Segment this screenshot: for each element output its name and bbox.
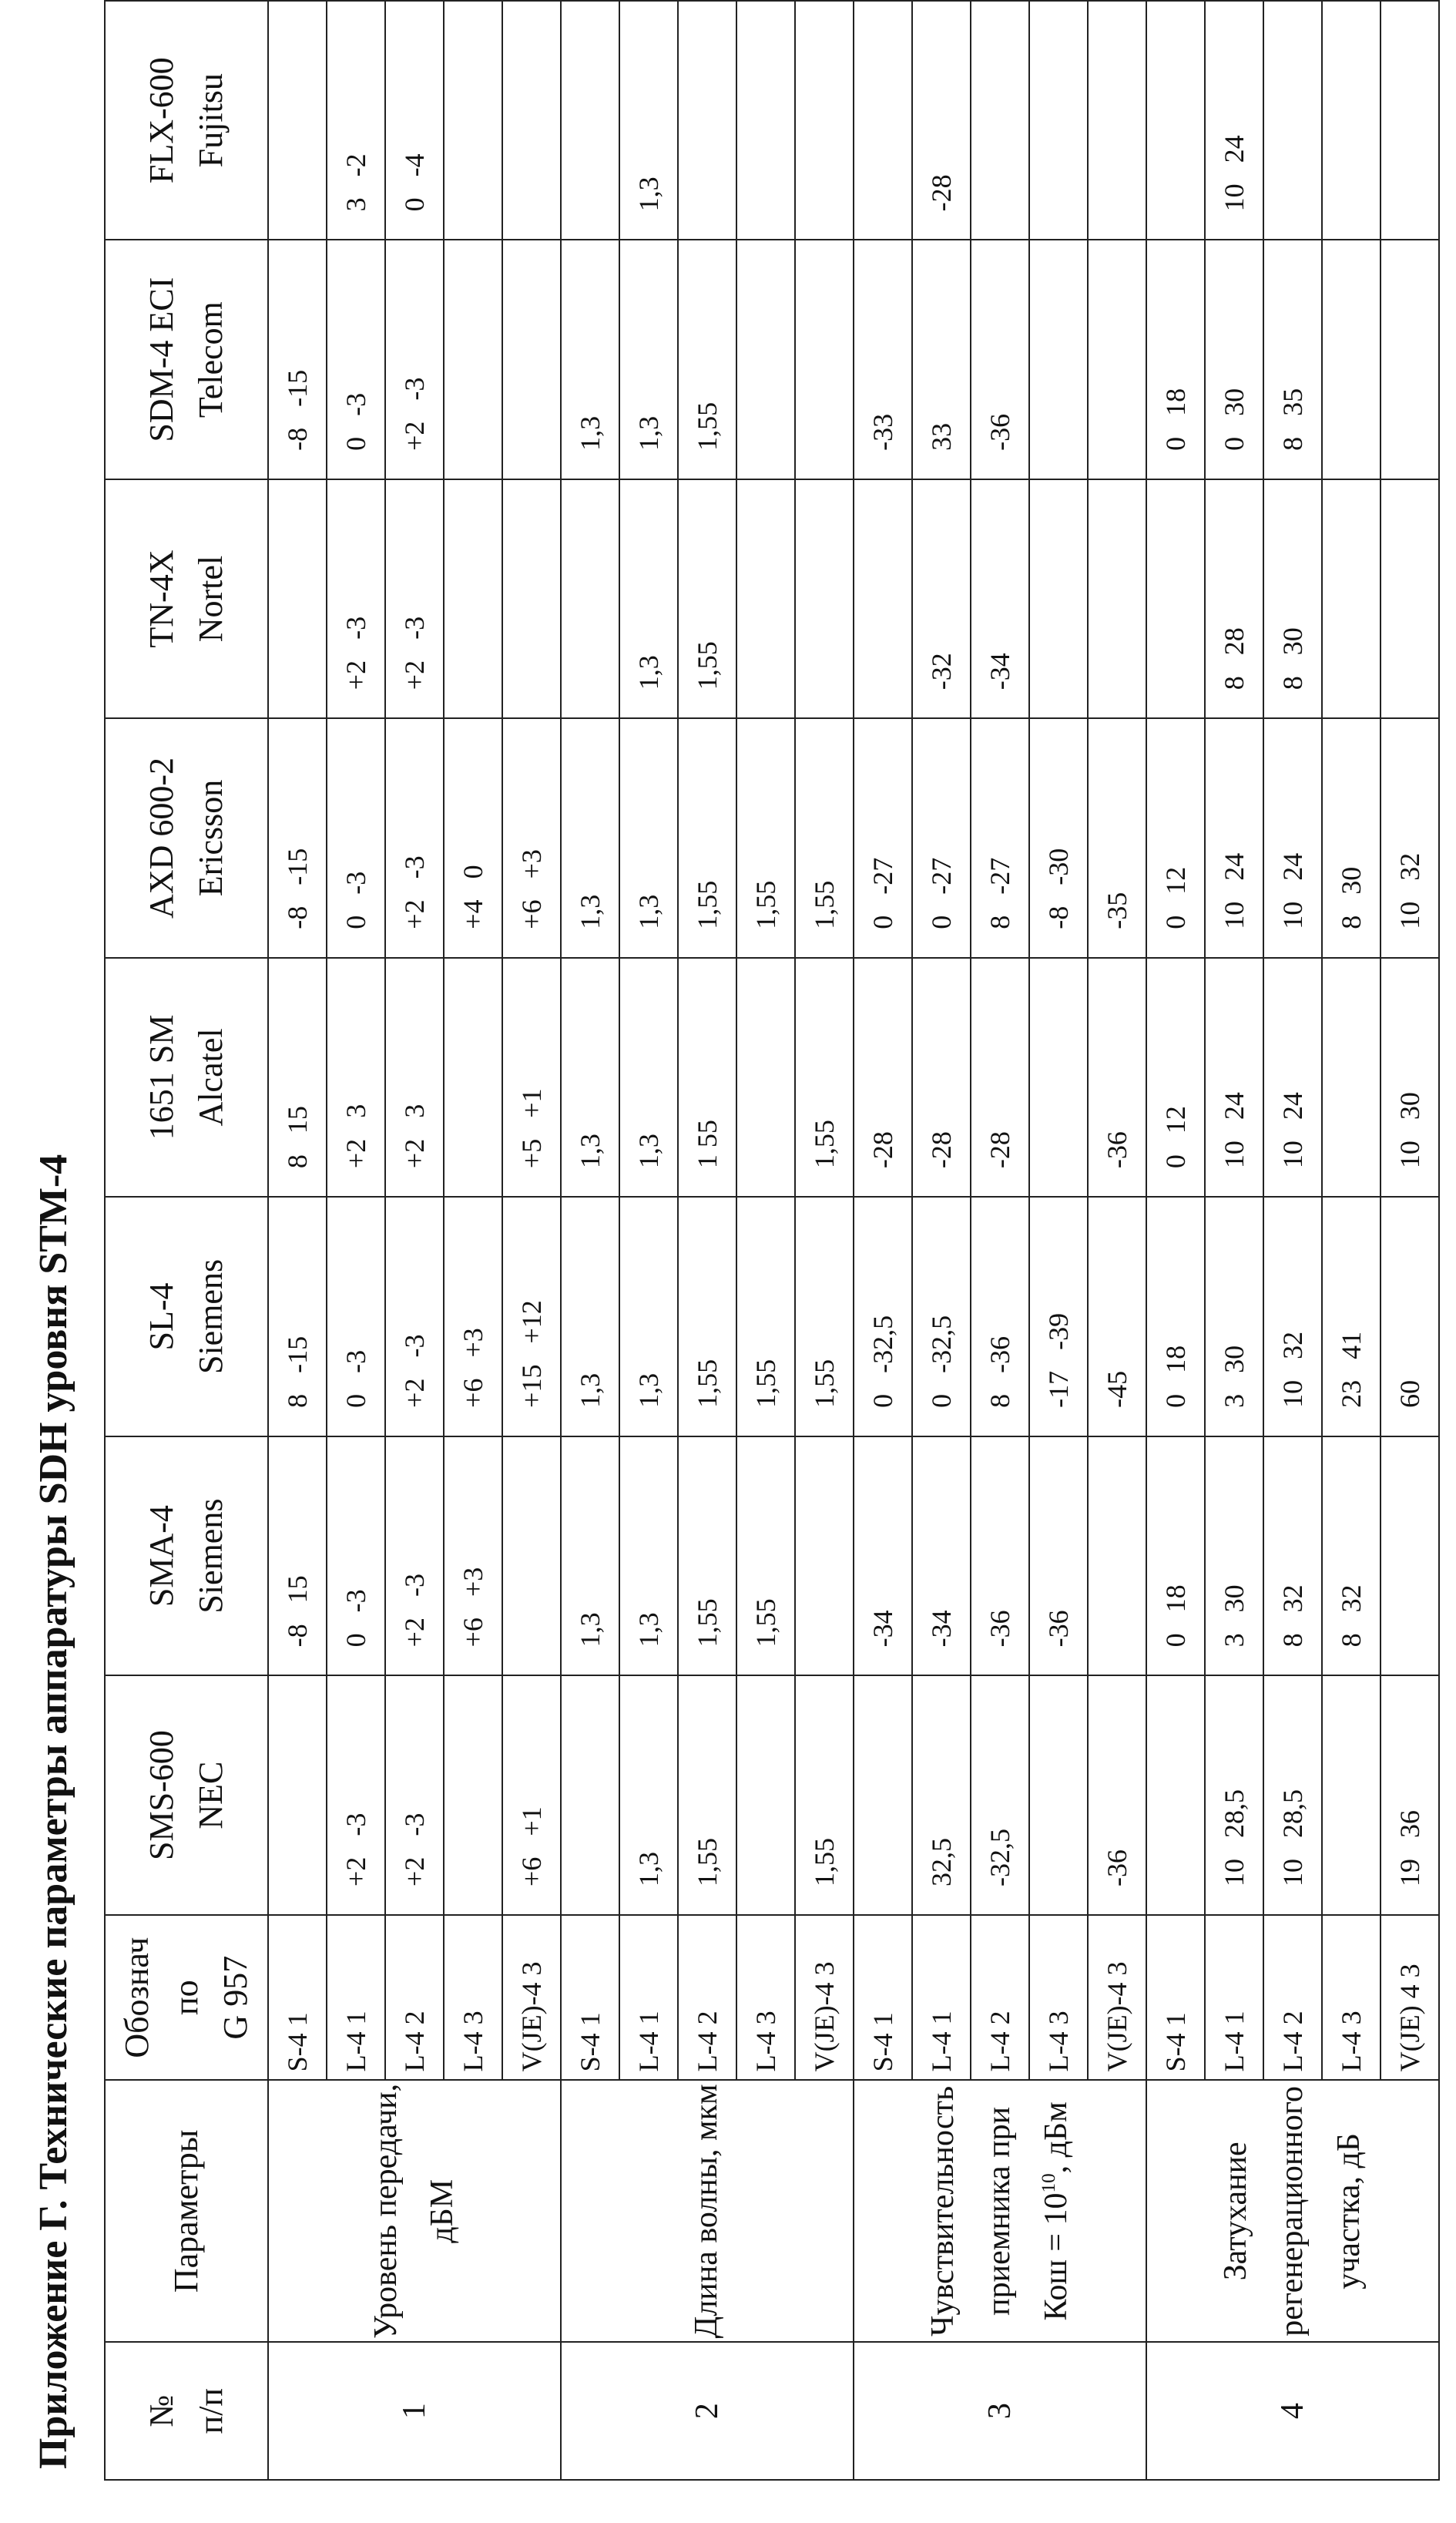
- g957-code: L-4 2: [1263, 1915, 1322, 2080]
- manufacturer-model: TN-4X: [143, 549, 181, 648]
- value-cell: 1,55: [736, 1197, 795, 1436]
- value-cell: [736, 240, 795, 479]
- value-cell: 0 12: [1146, 958, 1205, 1197]
- parameter-line: дБМ: [424, 2179, 460, 2243]
- g957-code: L-4 1: [1205, 1915, 1263, 2080]
- group-number: 1: [268, 2342, 561, 2480]
- value-cell: +2 -3: [385, 1675, 444, 1915]
- parameter-line: Уровень передачи,: [367, 2083, 404, 2339]
- value-cell: +2 3: [327, 958, 385, 1197]
- value-cell: [1322, 1, 1381, 240]
- manufacturer-vendor: NEC: [192, 1761, 230, 1829]
- value-cell: -34: [912, 1436, 971, 1675]
- value-cell: [561, 1675, 619, 1915]
- value-cell: [561, 479, 619, 718]
- value-cell: +5 +1: [502, 958, 561, 1197]
- value-cell: [444, 1, 502, 240]
- value-cell: [736, 1675, 795, 1915]
- value-cell: [561, 1, 619, 240]
- header-manufacturer: [105, 718, 268, 958]
- value-cell: -8 -15: [268, 718, 327, 958]
- value-cell: 10 28,5: [1263, 1675, 1322, 1915]
- value-cell: 10 24: [1205, 958, 1263, 1197]
- value-cell: [1088, 240, 1146, 479]
- g957-code: L-4 2: [678, 1915, 736, 2080]
- value-cell: [1146, 1675, 1205, 1915]
- header-param: Параметры: [105, 2080, 268, 2342]
- value-cell: 10 28,5: [1205, 1675, 1263, 1915]
- value-cell: 0 -32,5: [854, 1197, 912, 1436]
- value-cell: 10 24: [1263, 718, 1322, 958]
- parameter-line: Чувствительность: [924, 2085, 961, 2337]
- value-cell: 60: [1381, 1197, 1439, 1436]
- value-cell: +2 -3: [327, 479, 385, 718]
- value-cell: [502, 240, 561, 479]
- value-cell: 33: [912, 240, 971, 479]
- value-cell: 1,55: [678, 1436, 736, 1675]
- header-manufacturer: [105, 1675, 268, 1915]
- value-cell: 0 -27: [912, 718, 971, 958]
- value-cell: 1,3: [561, 718, 619, 958]
- manufacturer-vendor: Nortel: [192, 555, 230, 643]
- value-cell: -17 -39: [1029, 1197, 1088, 1436]
- value-cell: 10 32: [1263, 1197, 1322, 1436]
- g957-code: L-4 3: [1322, 1915, 1381, 2080]
- header-manufacturer: [105, 1, 268, 240]
- value-cell: +15 +12: [502, 1197, 561, 1436]
- value-cell: 1,3: [619, 240, 678, 479]
- g957-code: S-4 1: [561, 1915, 619, 2080]
- parameter-line: Затухание: [1217, 2142, 1253, 2281]
- manufacturer-model: FLX-600: [143, 57, 181, 184]
- value-cell: 0 -3: [327, 240, 385, 479]
- value-cell: 32,5: [912, 1675, 971, 1915]
- value-cell: -32: [912, 479, 971, 718]
- g957-code: L-4 3: [444, 1915, 502, 2080]
- g957-code: V(JE)-4 3: [795, 1915, 854, 2080]
- value-cell: [502, 1, 561, 240]
- spec-table: [104, 0, 1440, 2481]
- header-num-line2: п/п: [192, 2387, 230, 2434]
- value-cell: [444, 1675, 502, 1915]
- value-cell: +2 -3: [385, 718, 444, 958]
- manufacturer-vendor: Siemens: [192, 1258, 230, 1375]
- manufacturer-model: AXD 600-2: [143, 757, 181, 919]
- value-cell: +6 +3: [502, 718, 561, 958]
- manufacturer-model: SL-4: [143, 1282, 181, 1351]
- value-cell: 1,3: [619, 479, 678, 718]
- value-cell: +2 -3: [385, 240, 444, 479]
- value-cell: [795, 1436, 854, 1675]
- value-cell: [268, 1, 327, 240]
- value-cell: +2 -3: [385, 1436, 444, 1675]
- parameter-name: [268, 2080, 561, 2342]
- value-cell: -32,5: [971, 1675, 1029, 1915]
- manufacturer-vendor: Alcatel: [192, 1028, 230, 1127]
- value-cell: -36: [971, 240, 1029, 479]
- value-cell: 1,3: [619, 1, 678, 240]
- value-cell: 1,3: [561, 958, 619, 1197]
- value-cell: [795, 1, 854, 240]
- header-code: [105, 1915, 268, 2080]
- value-cell: [678, 1, 736, 240]
- g957-code: V(JE)-4 3: [1088, 1915, 1146, 2080]
- manufacturer-model: SDM-4 ECI: [143, 277, 181, 442]
- value-cell: [1322, 958, 1381, 1197]
- value-cell: 0 -3: [327, 1436, 385, 1675]
- value-cell: [444, 240, 502, 479]
- value-cell: 1 55: [678, 958, 736, 1197]
- value-cell: [1146, 479, 1205, 718]
- value-cell: -8 -15: [268, 240, 327, 479]
- value-cell: [1088, 1436, 1146, 1675]
- value-cell: 0 -27: [854, 718, 912, 958]
- value-cell: [1322, 240, 1381, 479]
- value-cell: +2 -3: [385, 479, 444, 718]
- header-manufacturer: [105, 958, 268, 1197]
- value-cell: -28: [912, 958, 971, 1197]
- value-cell: 8 -27: [971, 718, 1029, 958]
- value-cell: 10 24: [1205, 1, 1263, 240]
- value-cell: -36: [971, 1436, 1029, 1675]
- value-cell: 8 30: [1322, 718, 1381, 958]
- value-cell: 3 30: [1205, 1197, 1263, 1436]
- value-cell: 0 -3: [327, 1197, 385, 1436]
- value-cell: [854, 1, 912, 240]
- value-cell: 10 32: [1381, 718, 1439, 958]
- g957-code: S-4 1: [854, 1915, 912, 2080]
- value-cell: -28: [971, 958, 1029, 1197]
- value-cell: 1,3: [561, 1436, 619, 1675]
- g957-code: L-4 1: [619, 1915, 678, 2080]
- header-row: [105, 1, 268, 2480]
- value-cell: [444, 958, 502, 1197]
- value-cell: 10 30: [1381, 958, 1439, 1197]
- value-cell: [502, 479, 561, 718]
- value-cell: 8 32: [1263, 1436, 1322, 1675]
- value-cell: [1088, 479, 1146, 718]
- value-cell: [1322, 1675, 1381, 1915]
- g957-code: L-4 1: [327, 1915, 385, 2080]
- value-cell: [795, 240, 854, 479]
- manufacturer-model: 1651 SM: [143, 1014, 181, 1141]
- value-cell: [1381, 479, 1439, 718]
- value-cell: 1,55: [795, 958, 854, 1197]
- value-cell: [268, 479, 327, 718]
- value-cell: [1146, 1, 1205, 240]
- value-cell: 1,3: [619, 718, 678, 958]
- value-cell: +2 3: [385, 958, 444, 1197]
- value-cell: -45: [1088, 1197, 1146, 1436]
- value-cell: +2 -3: [385, 1197, 444, 1436]
- g957-code: V(JE) 4 3: [1381, 1915, 1439, 2080]
- value-cell: -8 -30: [1029, 718, 1088, 958]
- value-cell: [971, 1, 1029, 240]
- value-cell: [736, 1, 795, 240]
- g957-code: L-4 3: [736, 1915, 795, 2080]
- value-cell: 0 12: [1146, 718, 1205, 958]
- manufacturer-vendor: Siemens: [192, 1498, 230, 1614]
- value-cell: [1322, 479, 1381, 718]
- table-row: [268, 1, 327, 2480]
- value-cell: 8 30: [1263, 479, 1322, 718]
- value-cell: 0 18: [1146, 1197, 1205, 1436]
- value-cell: 1,55: [736, 1436, 795, 1675]
- value-cell: 1,3: [561, 240, 619, 479]
- g957-code: S-4 1: [268, 1915, 327, 2080]
- value-cell: 1,3: [619, 1675, 678, 1915]
- value-cell: 8 35: [1263, 240, 1322, 479]
- value-cell: [1381, 1436, 1439, 1675]
- value-cell: 1,3: [619, 1436, 678, 1675]
- manufacturer-vendor: Ericsson: [192, 779, 230, 897]
- value-cell: +6 +1: [502, 1675, 561, 1915]
- header-code-line1: Обознач по: [118, 1937, 206, 2058]
- parameter-line: [1028, 2081, 1085, 2341]
- header-manufacturer: [105, 1436, 268, 1675]
- g957-code: L-4 1: [912, 1915, 971, 2080]
- value-cell: -33: [854, 240, 912, 479]
- value-cell: -36: [1029, 1436, 1088, 1675]
- value-cell: 3 -2: [327, 1, 385, 240]
- value-cell: [1381, 1, 1439, 240]
- header-manufacturer: [105, 479, 268, 718]
- g957-code: L-4 2: [385, 1915, 444, 2080]
- value-cell: -36: [1088, 958, 1146, 1197]
- header-num-line1: №: [143, 2394, 181, 2427]
- value-cell: 0 30: [1205, 240, 1263, 479]
- value-cell: 1,55: [678, 240, 736, 479]
- manufacturer-vendor: Fujitsu: [192, 73, 230, 168]
- value-cell: 8 -36: [971, 1197, 1029, 1436]
- value-cell: 1,55: [678, 718, 736, 958]
- g957-code: S-4 1: [1146, 1915, 1205, 2080]
- value-cell: [1381, 240, 1439, 479]
- parameter-line: участка, дБ: [1330, 2133, 1367, 2290]
- value-cell: 8 15: [268, 958, 327, 1197]
- value-cell: [736, 479, 795, 718]
- value-cell: [795, 479, 854, 718]
- value-cell: 1,3: [561, 1197, 619, 1436]
- header-num: [105, 2342, 268, 2480]
- value-cell: [736, 958, 795, 1197]
- value-cell: [1029, 1, 1088, 240]
- document-title: Приложение Г. Технические параметры аппаратуры SDH уровня STM-4: [32, 1154, 75, 2469]
- value-cell: [1029, 958, 1088, 1197]
- value-cell: [854, 479, 912, 718]
- value-cell: -35: [1088, 718, 1146, 958]
- value-cell: -36: [1088, 1675, 1146, 1915]
- value-cell: -34: [971, 479, 1029, 718]
- parameter-unit: , дБм: [1038, 2101, 1074, 2174]
- value-cell: -28: [912, 1, 971, 240]
- table-row: [1146, 1, 1205, 2480]
- value-cell: 0 -4: [385, 1, 444, 240]
- value-cell: +4 0: [444, 718, 502, 958]
- header-manufacturer: [105, 240, 268, 479]
- parameter-line: регенерационного: [1274, 2085, 1310, 2337]
- parameter-name: [1146, 2080, 1439, 2342]
- value-cell: -8 15: [268, 1436, 327, 1675]
- value-cell: -28: [854, 958, 912, 1197]
- value-cell: 1,55: [795, 718, 854, 958]
- value-cell: 1,55: [795, 1197, 854, 1436]
- value-cell: 8 28: [1205, 479, 1263, 718]
- manufacturer-model: SMA-4: [143, 1505, 181, 1608]
- group-number: 4: [1146, 2342, 1439, 2480]
- header-manufacturer: [105, 1197, 268, 1436]
- value-cell: 3 30: [1205, 1436, 1263, 1675]
- value-cell: [1029, 1675, 1088, 1915]
- value-cell: 8 -15: [268, 1197, 327, 1436]
- value-cell: 10 24: [1205, 718, 1263, 958]
- parameter-name: [561, 2080, 854, 2342]
- value-cell: 23 41: [1322, 1197, 1381, 1436]
- g957-code: L-4 3: [1029, 1915, 1088, 2080]
- value-cell: [854, 1675, 912, 1915]
- parameter-line: Длина волны, мкм: [689, 2084, 725, 2339]
- value-cell: 1,55: [795, 1675, 854, 1915]
- g957-code: V(JE)-4 3: [502, 1915, 561, 2080]
- g957-code: L-4 2: [971, 1915, 1029, 2080]
- value-cell: 1,3: [619, 1197, 678, 1436]
- table-row: [854, 1, 912, 2480]
- value-cell: 19 36: [1381, 1675, 1439, 1915]
- value-cell: 0 18: [1146, 1436, 1205, 1675]
- value-cell: 1,55: [678, 1675, 736, 1915]
- value-cell: +2 -3: [327, 1675, 385, 1915]
- manufacturer-vendor: Telecom: [192, 301, 230, 418]
- value-cell: [1088, 1, 1146, 240]
- group-number: 2: [561, 2342, 854, 2480]
- value-cell: 0 -3: [327, 718, 385, 958]
- value-cell: 8 32: [1322, 1436, 1381, 1675]
- value-cell: 1,55: [678, 1197, 736, 1436]
- value-cell: 0 -32,5: [912, 1197, 971, 1436]
- value-cell: [1029, 479, 1088, 718]
- manufacturer-model: SMS-600: [143, 1730, 181, 1860]
- value-cell: [1029, 240, 1088, 479]
- spec-table-body: [268, 1, 1439, 2480]
- value-cell: +6 +3: [444, 1197, 502, 1436]
- value-cell: [1263, 1, 1322, 240]
- value-cell: +6 +3: [444, 1436, 502, 1675]
- value-cell: 10 24: [1263, 958, 1322, 1197]
- value-cell: 0 18: [1146, 240, 1205, 479]
- value-cell: 1,55: [736, 718, 795, 958]
- value-cell: 1,55: [678, 479, 736, 718]
- value-cell: 1,3: [619, 958, 678, 1197]
- parameter-text: Кош = 10: [1038, 2192, 1074, 2321]
- value-cell: -34: [854, 1436, 912, 1675]
- parameter-line: приемника при: [981, 2106, 1018, 2316]
- group-number: 3: [854, 2342, 1146, 2480]
- exponent: 10: [1038, 2173, 1059, 2193]
- table-row: [561, 1, 619, 2480]
- header-code-line2: G 957: [216, 1955, 254, 2040]
- value-cell: [268, 1675, 327, 1915]
- value-cell: [502, 1436, 561, 1675]
- parameter-name: [854, 2080, 1146, 2342]
- value-cell: [444, 479, 502, 718]
